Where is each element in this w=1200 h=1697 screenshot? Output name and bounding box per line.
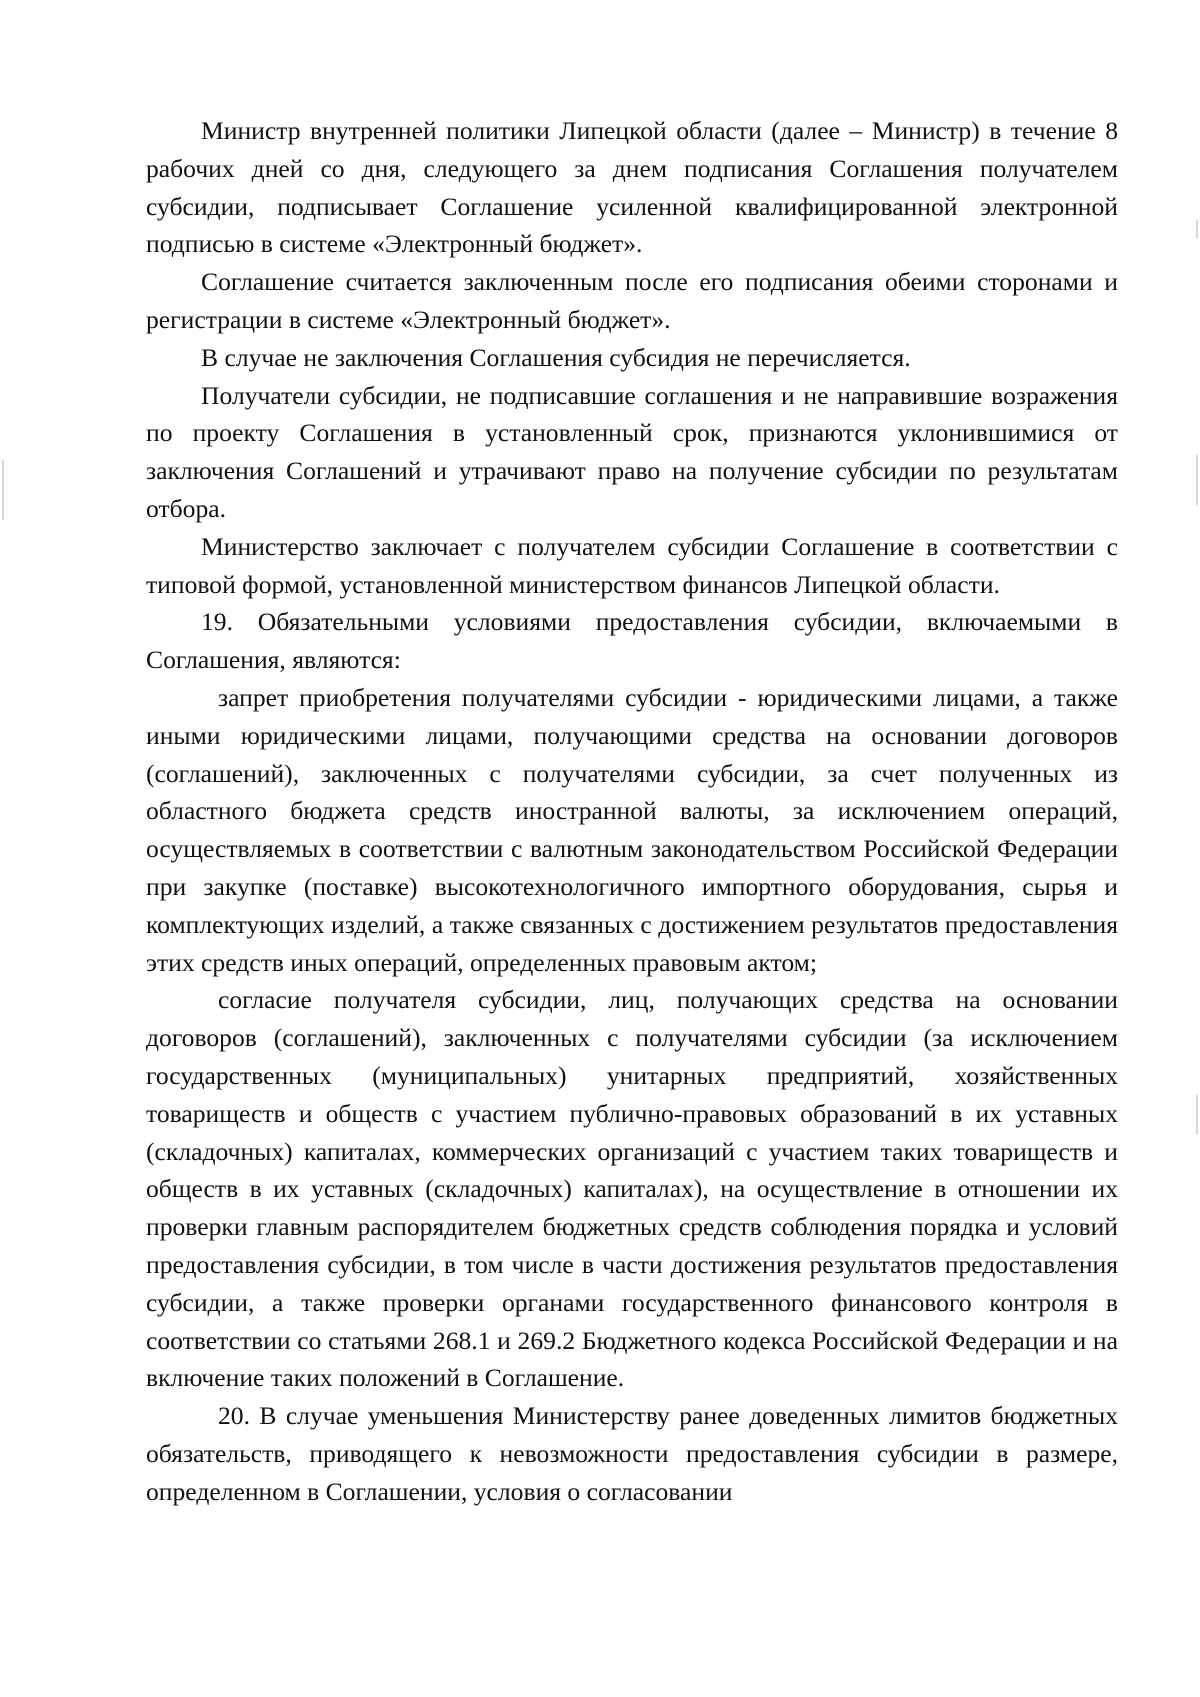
document-body bbox=[146, 112, 1118, 1510]
paragraph-item-20: 20. В случае уменьшения Министерству ранее доведенных лимитов бюджетных обязательств, приводящего к невозможности предоставления субсидии в размере, определенном в Соглашении, условия о согласовании bbox=[146, 1401, 1118, 1506]
paragraph-recipients-evaded: Получатели субсидии, не подписавшие соглашения и не направившие возражения по проекту Соглашения в установленный срок, признаются уклонившимися от заключения Соглашений и утрачивают право на получение субсидии по результатам отбора. bbox=[146, 380, 1118, 523]
paragraph-minister-signing: Министр внутренней политики Липецкой области (далее – Министр) в течение 8 рабочих дней со дня, следующего за днем подписания Соглашения получателем субсидии, подписывает Соглашение усиленной квалифицированной электронной подписью в системе «Электронный бюджет». bbox=[146, 116, 1118, 259]
scan-edge-mark bbox=[1196, 220, 1198, 238]
paragraph-item-19: 19. Обязательными условиями предоставления субсидии, включаемыми в Соглашения, являются: bbox=[146, 607, 1118, 675]
scan-edge-mark bbox=[1196, 455, 1198, 505]
paragraph-audit-consent: согласие получателя субсидии, лиц, получающих средства на основании договоров (соглашений), заключенных с получателями субсидии (за исключением государственных (муниципальных) унитарных предприятий, хозяйственных товариществ и обществ с участием публично-правовых образований в их уставных (складочных) капиталах, коммерческих организаций с участием таких товариществ и обществ в их уставных (складочных) капиталах), на осуществление в отношении их проверки главным распорядителем бюджетных средств соблюдения порядка и условий предоставления субсидии, в том числе в части достижения результатов предоставления субсидии, а также проверки органами государственного финансового контроля в соответствии со статьями 268.1 и 269.2 Бюджетного кодекса Российской Федерации и на включение таких положений в Соглашение. bbox=[146, 985, 1118, 1393]
scan-edge-mark bbox=[2, 460, 4, 520]
paragraph-currency-prohibition: запрет приобретения получателями субсидии - юридическими лицами, а также иными юридическими лицами, получающими средства на основании договоров (соглашений), заключенных с получателями субсидии, за счет полученных из областного бюджета средств иностранной валюты, за исключением операций, осуществляемых в соответствии с валютным законодательством Российской Федерации при закупке (поставке) высокотехнологичного импортного оборудования, сырья и комплектующих изделий, а также связанных с достижением результатов предоставления этих средств иных операций, определенных правовым актом; bbox=[146, 682, 1118, 977]
paragraph-agreement-concluded: Соглашение считается заключенным после его подписания обеими сторонами и регистрации в системе «Электронный бюджет». bbox=[146, 267, 1118, 334]
paragraph-ministry-concludes: Министерство заключает с получателем субсидии Соглашение в соответствии с типовой формой, установленной министерством финансов Липецкой области. bbox=[146, 531, 1118, 599]
paragraph-no-agreement: В случае не заключения Соглашения субсидия не перечисляется. bbox=[201, 342, 911, 372]
scan-edge-mark bbox=[1196, 1095, 1198, 1135]
